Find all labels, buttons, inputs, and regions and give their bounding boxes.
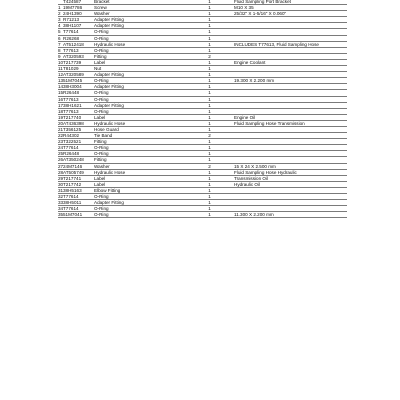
part-description: O-Ring [94, 47, 185, 53]
part-description: Washer [94, 11, 185, 17]
part-description: Label [94, 114, 185, 120]
part-description: Elbow Fitting [94, 187, 185, 193]
item-number: 11 [58, 66, 63, 72]
part-description: Adapter Fitting [94, 200, 185, 206]
part-number: R26268 [63, 35, 94, 41]
remarks: Fluid Sampling Hose Transmission [234, 120, 347, 126]
quantity: 1 [185, 139, 234, 145]
item-number: 6 [58, 35, 63, 41]
remarks: 19.300 X 2.200 mm [234, 78, 347, 84]
quantity: 1 [185, 181, 234, 187]
item-number: 32 [58, 194, 63, 199]
item-number: 8 [58, 47, 63, 53]
part-description: O-Ring [94, 96, 185, 102]
item-number: 28 [58, 169, 63, 175]
item-number: 10 [58, 59, 63, 65]
part-description: O-Ring [94, 151, 185, 157]
item-number: 9 [58, 53, 63, 59]
quantity: 1 [185, 157, 234, 163]
part-description: Fitting [94, 53, 185, 59]
item-number: 29 [58, 175, 63, 181]
item-number: 31 [58, 187, 63, 193]
part-number: 24M7146 [63, 163, 94, 169]
parts-table-body [58, 0, 347, 218]
remarks: Fluid Sampling Hose Hydraulic [234, 169, 347, 175]
item-number: 5 [58, 29, 63, 35]
item-number: 1 [58, 5, 63, 11]
remarks: Fluid Sampling Port Bracket [234, 0, 347, 5]
remarks: Hydraulic Oil [234, 181, 347, 187]
quantity: 1 [185, 120, 234, 126]
item-number: 33 [58, 200, 63, 206]
part-description: O-Ring [94, 35, 185, 41]
quantity: 1 [185, 194, 234, 200]
item-number: 2 [58, 11, 63, 17]
item-number: 16 [58, 96, 63, 102]
part-description: O-Ring [94, 90, 185, 96]
item-number: 21 [58, 126, 63, 132]
quantity: 1 [185, 5, 234, 11]
part-number: 38H5163 [63, 187, 94, 193]
part-description: Hydraulic Hose [94, 169, 185, 175]
part-number: 19M7786 [63, 5, 94, 11]
quantity: 1 [185, 169, 234, 175]
item-number: 20 [58, 120, 63, 126]
part-description: Bracket [94, 0, 185, 5]
part-number: 38H3004 [63, 84, 94, 90]
part-number: AT320593 [63, 53, 94, 59]
part-number: T322521 [63, 139, 94, 145]
part-number: T217740 [63, 114, 94, 120]
quantity: 1 [185, 126, 234, 132]
item-number: 19 [58, 114, 63, 120]
item-number: 3 [58, 17, 63, 23]
quantity: 1 [185, 212, 234, 218]
part-description: Hydraulic Hose [94, 120, 185, 126]
item-number: 24 [58, 145, 63, 151]
part-number: T356125 [63, 126, 94, 132]
quantity: 1 [185, 114, 234, 120]
part-description: Nut [94, 66, 185, 72]
part-description: O-Ring [94, 29, 185, 35]
quantity: 1 [185, 206, 234, 212]
part-description: O-Ring [94, 194, 185, 200]
item-number: 17 [58, 102, 63, 108]
remarks: M10 X 35 [234, 5, 347, 11]
part-number: AT350248 [63, 157, 94, 163]
quantity: 2 [185, 53, 234, 59]
part-number: R26448 [63, 151, 94, 157]
part-description: O-Ring [94, 78, 185, 84]
part-number: T217739 [63, 59, 94, 65]
quantity: 1 [185, 108, 234, 114]
item-number: 35 [58, 212, 63, 218]
part-number: T77614 [63, 145, 94, 151]
item-number: 34 [58, 206, 63, 212]
remarks: 15 X 24 X 2.500 mm [234, 163, 347, 169]
item-number: 23 [58, 139, 63, 145]
part-number: 24H1390 [63, 11, 94, 17]
part-number: AT436398 [63, 120, 94, 126]
part-number: 51M7041 [63, 212, 94, 218]
part-number: T77613 [63, 47, 94, 53]
part-description: Hydraulic Hose [94, 41, 185, 47]
part-number: T81029 [63, 66, 94, 72]
quantity: 1 [185, 47, 234, 53]
item-number: 13 [58, 78, 63, 84]
quantity: 1 [185, 41, 234, 47]
quantity: 1 [185, 151, 234, 157]
part-number: AT320589 [63, 72, 94, 78]
quantity: 1 [185, 90, 234, 96]
quantity: 1 [185, 11, 234, 17]
part-description: Hose Guard [94, 126, 185, 132]
part-number: AT512418 [63, 41, 94, 47]
part-description: Adapter Fitting [94, 17, 185, 23]
quantity: 1 [185, 78, 234, 84]
part-description: Label [94, 59, 185, 65]
quantity: 1 [185, 0, 234, 5]
table-row [58, 212, 347, 218]
part-number: T77613 [63, 96, 94, 102]
part-description: Fitting [94, 139, 185, 145]
part-number: T77613 [63, 108, 94, 114]
part-description: Label [94, 175, 185, 181]
item-number: 15 [58, 90, 63, 96]
part-description: Adapter Fitting [94, 72, 185, 78]
part-description: Washer [94, 163, 185, 169]
item-number: 30 [58, 181, 63, 187]
part-number: 51M7045 [63, 78, 94, 84]
part-number: AT505749 [63, 169, 94, 175]
quantity: 1 [185, 200, 234, 206]
part-number: 38H1621 [63, 102, 94, 108]
remarks: Transmission Oil [234, 175, 347, 181]
part-description: Adapter Fitting [94, 102, 185, 108]
quantity: 1 [185, 59, 234, 65]
part-description: Tie Band [94, 133, 185, 139]
quantity: 1 [185, 96, 234, 102]
quantity: 1 [185, 29, 234, 35]
remarks: 25/32" X 1-5/16" X 0.060" [234, 11, 347, 17]
quantity: 1 [185, 187, 234, 193]
remarks: Engine Oil [234, 114, 347, 120]
part-number: T424587 [63, 0, 94, 5]
item-number: 12 [58, 72, 63, 78]
part-description: O-Ring [94, 206, 185, 212]
quantity: 1 [185, 84, 234, 90]
part-description: Screw [94, 5, 185, 11]
quantity: 1 [185, 72, 234, 78]
parts-table [58, 0, 347, 218]
part-number: T77614 [63, 194, 94, 200]
item-number: 14 [58, 84, 63, 90]
part-number: R26448 [63, 90, 94, 96]
quantity: 1 [185, 35, 234, 41]
part-number: T217741 [63, 175, 94, 181]
item-number: 25 [58, 151, 63, 157]
part-number: R44302 [63, 133, 94, 139]
part-number: T77614 [63, 206, 94, 212]
item-number: 27 [58, 163, 63, 169]
remarks: INCLUDES T77613, Fluid Sampling Hose [234, 41, 347, 47]
part-description: Label [94, 181, 185, 187]
remarks: Engine Coolant [234, 59, 347, 65]
quantity: 1 [185, 23, 234, 29]
quantity: 2 [185, 133, 234, 139]
quantity: 1 [185, 17, 234, 23]
quantity: 1 [185, 145, 234, 151]
part-description: Fitting [94, 157, 185, 163]
quantity: 1 [185, 102, 234, 108]
part-description: O-Ring [94, 108, 185, 114]
part-description: Adapter Fitting [94, 84, 185, 90]
item-number: 7 [58, 41, 63, 47]
quantity: 2 [185, 163, 234, 169]
part-description: O-Ring [94, 212, 185, 218]
part-number: 38H1107 [63, 23, 94, 29]
quantity: 1 [185, 175, 234, 181]
item-number: 4 [58, 23, 63, 29]
part-number: R71213 [63, 17, 94, 23]
remarks: 11.300 X 2.200 mm [234, 212, 347, 218]
part-number: 38H5011 [63, 200, 94, 206]
item-number: 22 [58, 133, 63, 139]
quantity: 1 [185, 66, 234, 72]
part-number: T77614 [63, 29, 94, 35]
item-number: 26 [58, 157, 63, 163]
part-description: Adapter Fitting [94, 23, 185, 29]
part-description: O-Ring [94, 145, 185, 151]
part-number: T217742 [63, 181, 94, 187]
item-number: 18 [58, 108, 63, 114]
